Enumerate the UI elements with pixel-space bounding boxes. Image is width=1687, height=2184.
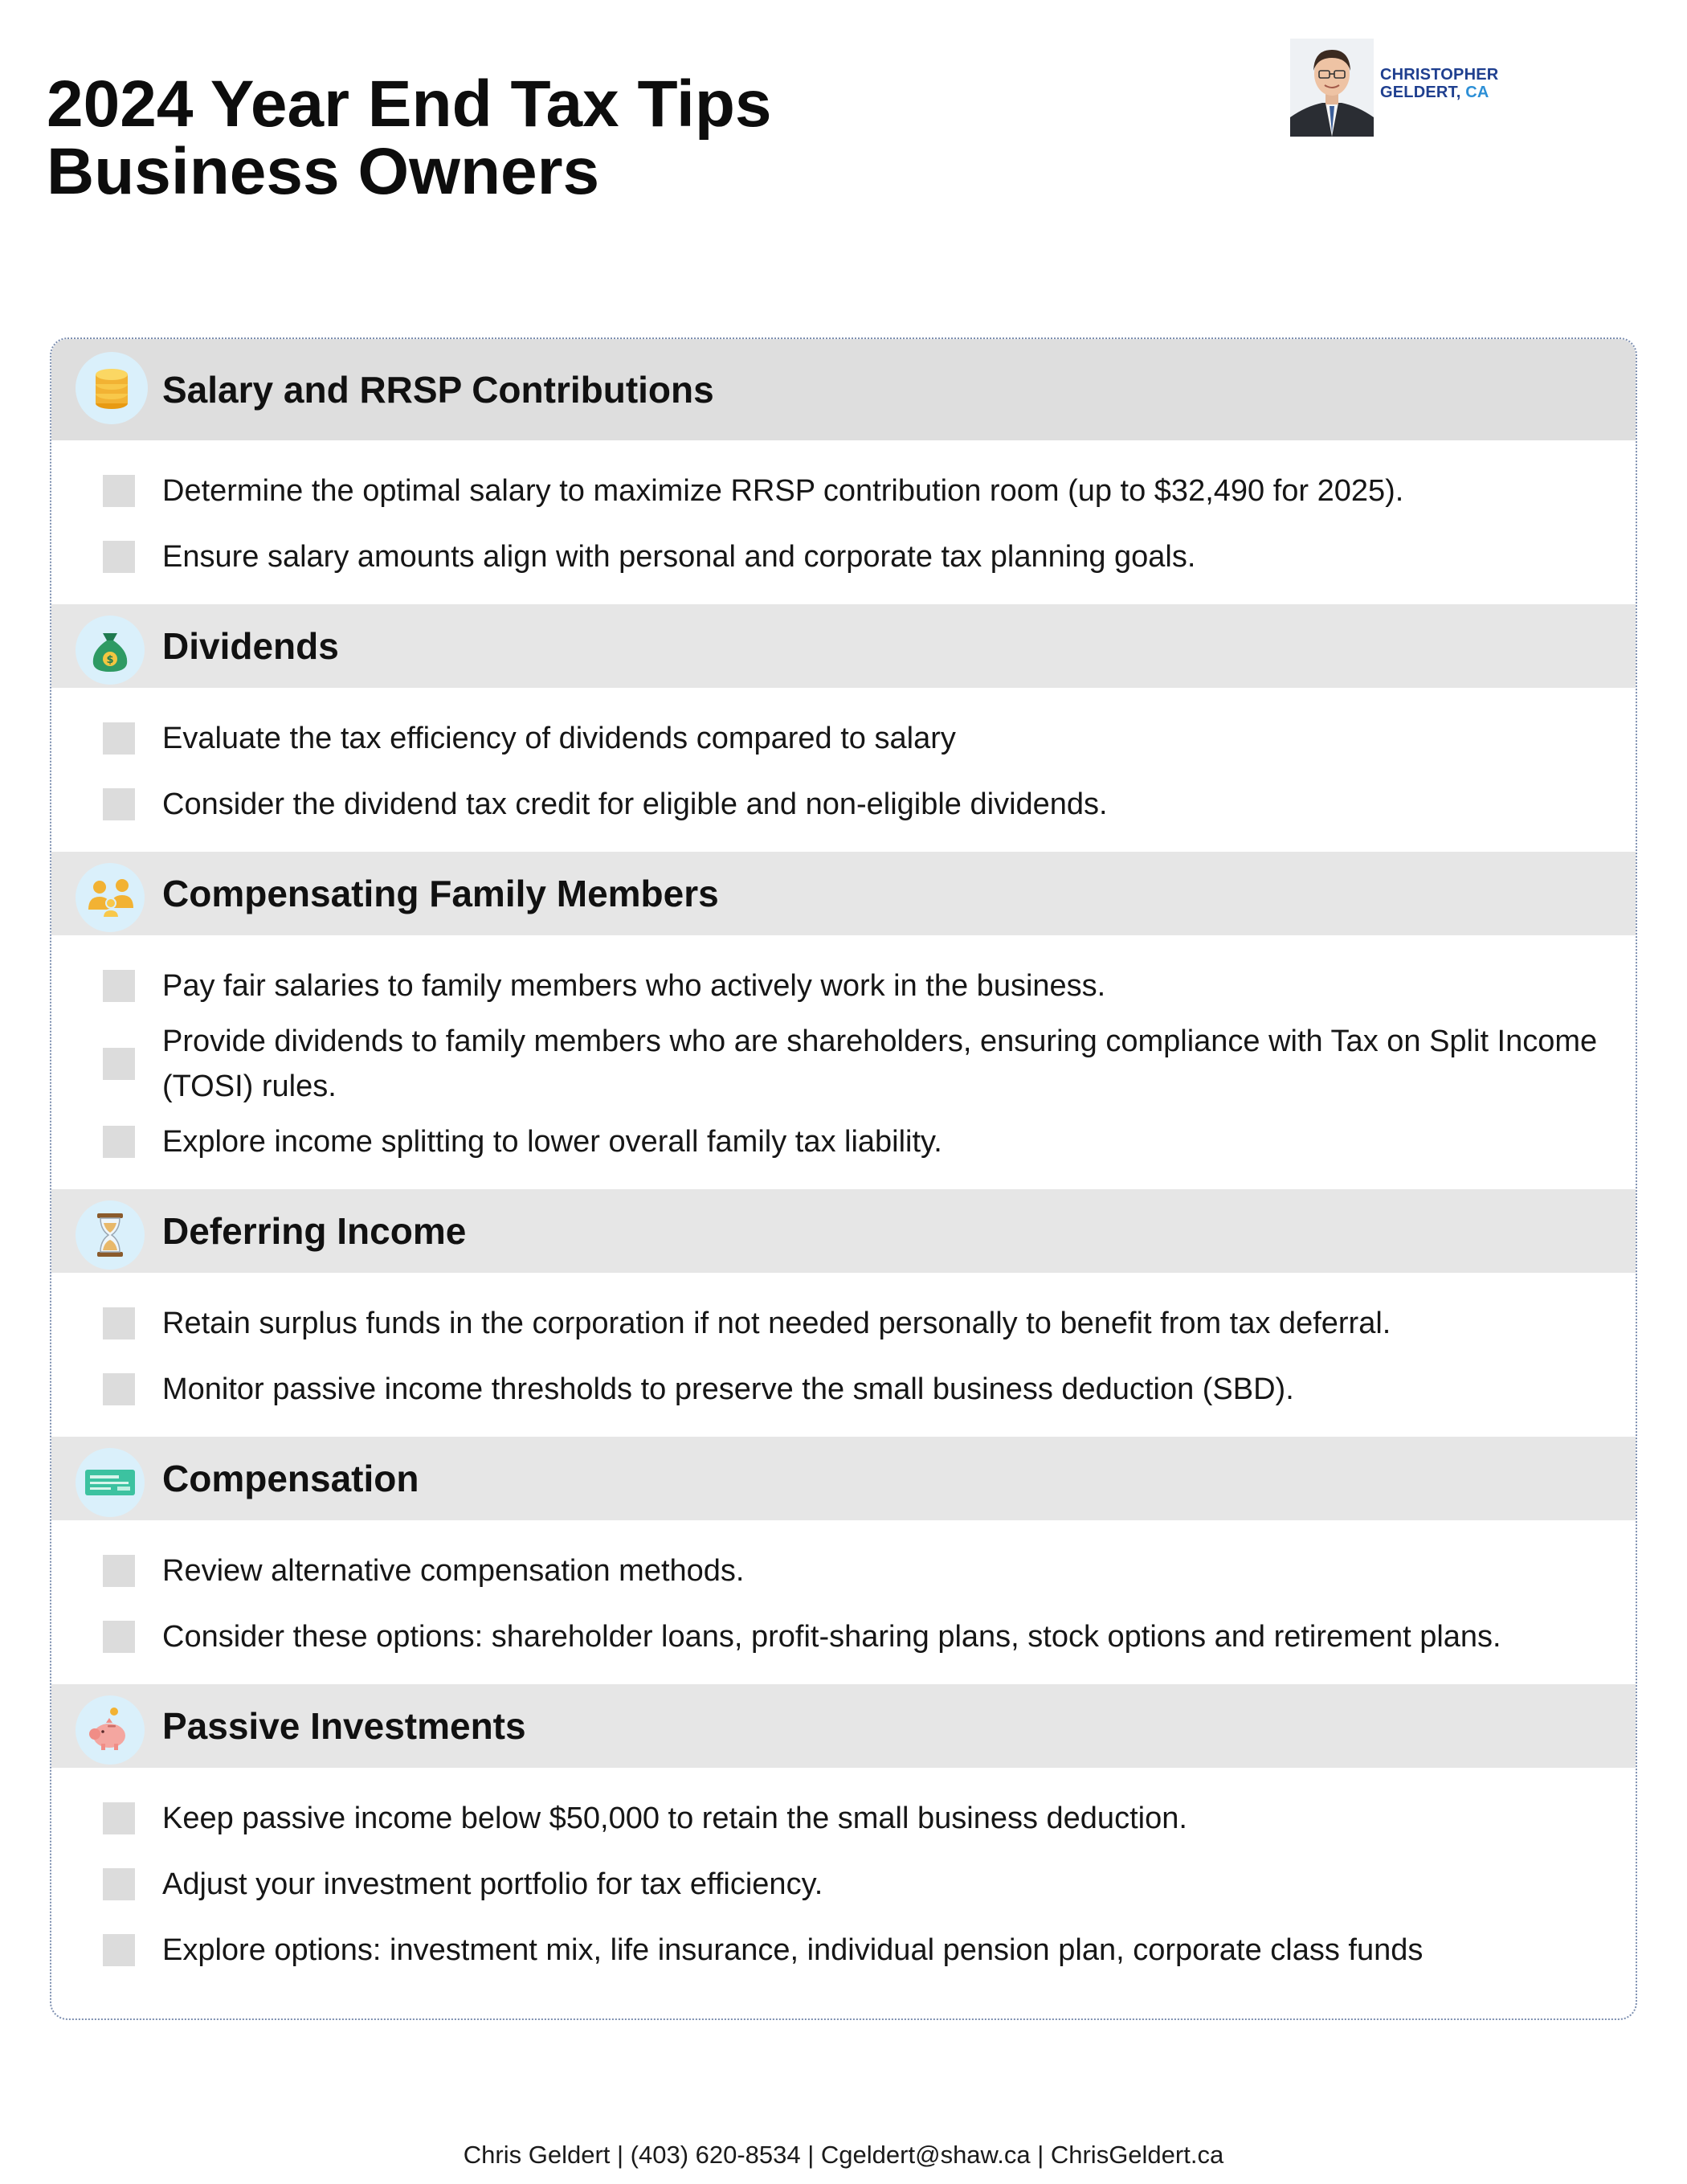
item-text: Ensure salary amounts align with personal and corporate tax planning goals. bbox=[162, 540, 1196, 574]
item-text: Review alternative compensation methods. bbox=[162, 1554, 745, 1588]
checklist-item bbox=[51, 1538, 1636, 1604]
checklist-card bbox=[50, 337, 1637, 2020]
family-icon bbox=[76, 863, 145, 932]
item-text: Retain surplus funds in the corporation if not needed personally to benefit from tax deferral. bbox=[162, 1307, 1391, 1340]
section-salary-rrsp bbox=[51, 339, 1636, 604]
section-header bbox=[51, 339, 1636, 440]
checkbox[interactable] bbox=[103, 788, 135, 820]
section-title: Dividends bbox=[162, 625, 339, 667]
section-header bbox=[51, 604, 1636, 688]
item-text: Monitor passive income thresholds to preserve the small business deduction (SBD). bbox=[162, 1372, 1294, 1406]
brand-logo bbox=[1290, 39, 1628, 138]
item-text: Adjust your investment portfolio for tax efficiency. bbox=[162, 1867, 823, 1901]
section-header bbox=[51, 852, 1636, 935]
checkbox[interactable] bbox=[103, 722, 135, 755]
checklist-item bbox=[51, 1356, 1636, 1422]
checklist-item bbox=[51, 1019, 1636, 1109]
item-text: Determine the optimal salary to maximize RRSP contribution room (up to $32,490 for 2025). bbox=[162, 474, 1404, 508]
item-text: Evaluate the tax efficiency of dividends compared to salary bbox=[162, 722, 956, 755]
checklist-item bbox=[51, 1785, 1636, 1851]
svg-text:$: $ bbox=[106, 654, 114, 666]
title-line-2: Business Owners bbox=[47, 135, 600, 208]
section-items bbox=[51, 1768, 1636, 1998]
coins-icon bbox=[76, 352, 148, 424]
author-photo bbox=[1290, 39, 1374, 137]
checkbox[interactable] bbox=[103, 475, 135, 507]
checkbox[interactable] bbox=[103, 1126, 135, 1158]
section-title: Salary and RRSP Contributions bbox=[162, 369, 714, 411]
brand-first-name: CHRISTOPHER bbox=[1380, 66, 1499, 84]
section-items bbox=[51, 935, 1636, 1189]
checklist-item bbox=[51, 1109, 1636, 1175]
checkbox[interactable] bbox=[103, 1048, 135, 1080]
section-title: Compensating Family Members bbox=[162, 873, 719, 914]
section-header bbox=[51, 1437, 1636, 1520]
checklist-item bbox=[51, 1290, 1636, 1356]
brand-name bbox=[1380, 66, 1498, 101]
checklist-item bbox=[51, 706, 1636, 771]
checkbox[interactable] bbox=[103, 1307, 135, 1339]
section-items bbox=[51, 688, 1636, 852]
item-text: Explore options: investment mix, life insurance, individual pension plan, corporate class funds bbox=[162, 1933, 1424, 1967]
piggy-bank-icon bbox=[76, 1695, 145, 1765]
checkbox[interactable] bbox=[103, 541, 135, 573]
item-text: Consider the dividend tax credit for eligible and non-eligible dividends. bbox=[162, 787, 1108, 821]
section-items bbox=[51, 440, 1636, 604]
checklist-item bbox=[51, 1604, 1636, 1670]
section-title: Deferring Income bbox=[162, 1210, 467, 1252]
checklist-item bbox=[51, 524, 1636, 590]
checklist-item bbox=[51, 953, 1636, 1019]
section-items bbox=[51, 1520, 1636, 1684]
section-header bbox=[51, 1189, 1636, 1273]
checkbox[interactable] bbox=[103, 970, 135, 1002]
item-text: Provide dividends to family members who are shareholders, ensuring compliance with Tax on Split Income (TOSI) rules. bbox=[162, 1025, 1598, 1103]
checklist-item bbox=[51, 771, 1636, 837]
item-text: Pay fair salaries to family members who actively work in the business. bbox=[162, 969, 1106, 1003]
money-bag-icon bbox=[76, 616, 145, 685]
brand-designation: CA bbox=[1465, 84, 1489, 101]
footer-contact: Chris Geldert | (403) 620-8534 | Cgeldert@shaw.ca | ChrisGeldert.ca bbox=[463, 2141, 1224, 2169]
brand-last-name: GELDERT, bbox=[1380, 84, 1461, 101]
cheque-icon bbox=[76, 1448, 145, 1517]
checkbox[interactable] bbox=[103, 1868, 135, 1900]
title-line-1: 2024 Year End Tax Tips bbox=[47, 67, 772, 141]
item-text: Consider these options: shareholder loans, profit-sharing plans, stock options and retirement plans. bbox=[162, 1620, 1501, 1654]
page-title bbox=[47, 67, 772, 208]
checklist-item bbox=[51, 1917, 1636, 1983]
section-family-members bbox=[51, 852, 1636, 1189]
section-deferring-income bbox=[51, 1189, 1636, 1437]
checklist-item bbox=[51, 1851, 1636, 1917]
section-passive-investments bbox=[51, 1684, 1636, 1998]
section-header bbox=[51, 1684, 1636, 1768]
checkbox[interactable] bbox=[103, 1802, 135, 1834]
section-title: Passive Investments bbox=[162, 1705, 526, 1747]
item-text: Keep passive income below $50,000 to retain the small business deduction. bbox=[162, 1802, 1187, 1835]
checkbox[interactable] bbox=[103, 1621, 135, 1653]
item-text: Explore income splitting to lower overall family tax liability. bbox=[162, 1125, 942, 1159]
hourglass-icon bbox=[76, 1200, 145, 1270]
checkbox[interactable] bbox=[103, 1555, 135, 1587]
section-compensation bbox=[51, 1437, 1636, 1684]
section-items bbox=[51, 1273, 1636, 1437]
checkbox[interactable] bbox=[103, 1373, 135, 1405]
checkbox[interactable] bbox=[103, 1934, 135, 1966]
section-title: Compensation bbox=[162, 1458, 419, 1499]
checklist-item bbox=[51, 458, 1636, 524]
section-dividends bbox=[51, 604, 1636, 852]
